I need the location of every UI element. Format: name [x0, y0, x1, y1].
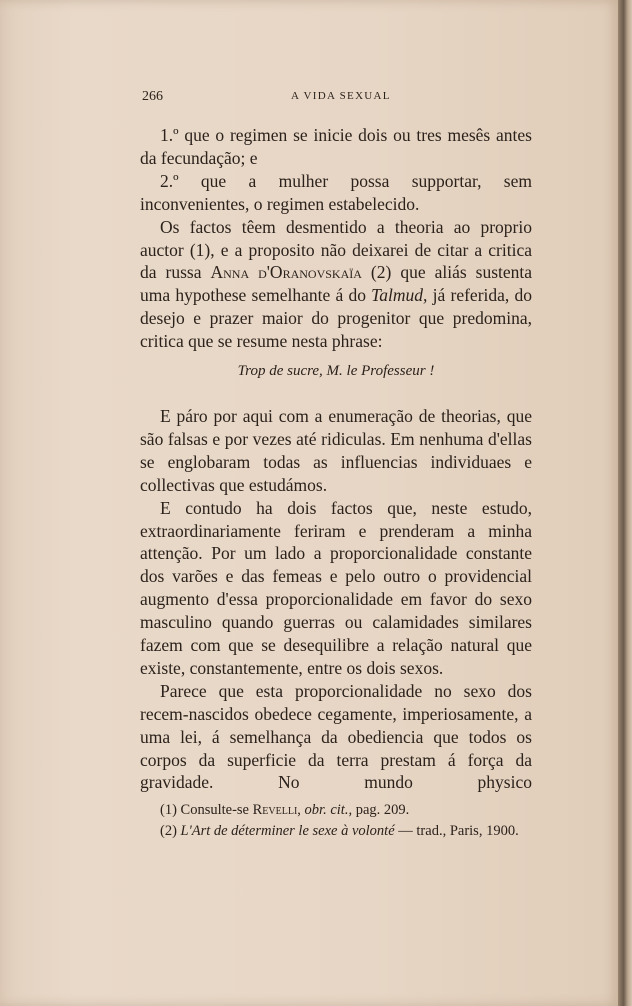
- page-edge: [618, 0, 632, 1006]
- paragraph: Parece que esta proporcionalidade no sexo dos recem-nascidos obedece cegamente, imperiosamente, a uma lei, á semelhança da obediencia que todos os corpos da superficie da terra prestam á força da gravidade. No mundo physico: [140, 680, 532, 793]
- footnotes: [140, 800, 532, 842]
- cited-work: L'Art de déterminer le sexe à volonté: [180, 823, 395, 839]
- paragraph-text: Os factos têem desmentido a theoria ao proprio auctor (1), e a proposito não deixarei de citar a critica da russa: [140, 216, 532, 283]
- paragraph: 1.º que o regimen se inicie dois ou tres mesês antes da fecundação; e: [140, 125, 532, 168]
- paragraph: [140, 216, 532, 353]
- author-name: Revelli,: [252, 802, 301, 818]
- footnote-text: pag. 209.: [352, 802, 410, 818]
- running-header: [142, 89, 528, 111]
- running-title: A VIDA SEXUAL: [291, 90, 391, 102]
- footnote-text: (2): [160, 823, 181, 839]
- quotation: Trop de sucre, M. le Professeur !: [237, 363, 435, 380]
- paragraph: E contudo ha dois factos que, neste estudo, extraordinariamente feriram e prenderam a minha attenção. Por um lado a proporcionalidade constante dos varões e das femeas e pelo outro o providencial augmento d'essa proporcionalidade em favor do sexo masculino quando guerras ou calamidades similares fazem com que se desequilibre a relação natural que existe, constantemente, entre os dois sexos.: [140, 497, 532, 678]
- cited-work: obr. cit.,: [300, 802, 353, 818]
- paragraph: E páro por aqui com a enumeração de theorias, que são falsas e por vezes até ridiculas. Em nenhuma d'ellas se englobaram todas as influencias individuaes e collectivas que estudámos.: [140, 405, 532, 495]
- page-number: 266: [142, 89, 163, 104]
- cited-work: Talmud,: [371, 285, 428, 306]
- paragraph: 2.º que a mulher possa supportar, sem inconvenientes, o regimen estabelecido.: [140, 170, 532, 214]
- author-name: Anna d'Oranovskaïa: [210, 262, 362, 283]
- body-text: [140, 124, 532, 794]
- footnote: [140, 800, 532, 821]
- footnote-text: — trad., Paris, 1900.: [394, 823, 519, 839]
- footnote: [140, 821, 532, 842]
- paragraph-text: já referida, do desejo e prazer maior do progenitor que predomina, critica que se resume nesta phrase:: [140, 285, 532, 352]
- paragraph-text: (2) que aliás sustenta uma hypothese semelhante á do: [140, 262, 533, 306]
- footnote-text: (1) Consulte-se: [160, 802, 253, 818]
